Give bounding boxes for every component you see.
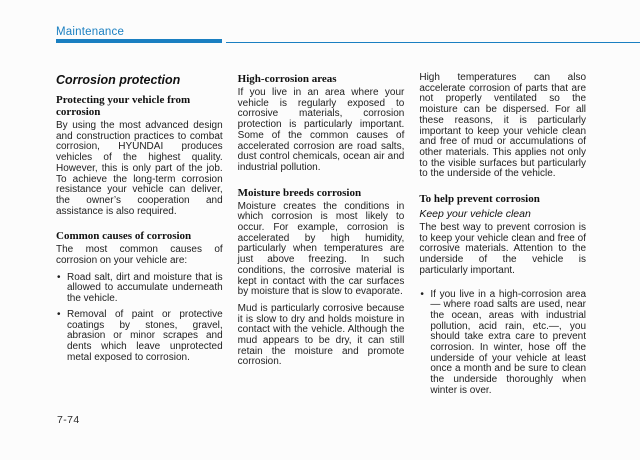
- paragraph-common-causes-intro: The most common causes of corrosion on your vehicle are:: [56, 244, 223, 267]
- prevention-list: [419, 290, 586, 397]
- heading-help-prevent-corrosion: To help prevent corrosion: [419, 193, 540, 206]
- heading-protecting-vehicle: Protecting your vehicle from corrosion: [56, 94, 191, 118]
- paragraph-high-corrosion-areas: If you live in an area where your vehicle is regularly exposed to corrosive materials, corrosion protection is particularly important. Some of the common causes of accelerated corrosion are road salts, dust control chemicals, ocean air and industrial pollution.: [237, 87, 405, 173]
- heading-high-corrosion-areas: High-corrosion areas: [237, 73, 337, 85]
- section-title: Corrosion protection: [56, 73, 181, 87]
- paragraph-keep-vehicle-clean: The best way to prevent corrosion is to keep your vehicle clean and free of corrosive materials. Attention to the underside of the vehicle is particularly important.: [419, 222, 587, 276]
- heading-common-causes: Common causes of corrosion: [56, 230, 192, 243]
- header-accent-bar: [56, 39, 222, 43]
- paragraph-high-temperatures: High temperatures can also accelerate corrosion of parts that are not properly ventilated so the moisture can be dispersed. For all these reasons, it is particularly important to keep your vehicle clean and free of mud or accumulations of other materials. This applies not only to the visible surfaces but particularly to the underside of the vehicle.: [419, 72, 587, 180]
- paragraph-mud: Mud is particularly corrosive because it is slow to dry and holds moisture in contact with the vehicle. Although the mud appears to be dry, it can still retain the moisture and promote corrosion.: [237, 302, 405, 368]
- column-2: [238, 73, 405, 402]
- heading-moisture-breeds-corrosion: Moisture breeds corrosion: [237, 186, 362, 199]
- header-rule: [226, 42, 640, 44]
- common-causes-list: [56, 273, 223, 364]
- column-1: [56, 73, 223, 402]
- paragraph-protecting-vehicle: By using the most advanced design and construction practices to combat corrosion, HYUNDAI produces vehicles of the highest quality. However, this is only part of the job. To achieve the long-term corrosion resistance your vehicle can deliver, the owner’s cooperation and assistance is also required.: [56, 120, 223, 217]
- list-item: • Removal of paint or protective coatings by stones, gravel, abrasion or minor scrapes and dents which leave unprotected metal exposed to corrosion.: [56, 310, 223, 364]
- section-label: Maintenance: [56, 26, 125, 38]
- three-column-layout: [56, 73, 586, 402]
- list-item: • If you live in a high-corrosion area — where road salts are used, near the ocean, areas with industrial pollution, acid rain, etc.—, you should take extra care to prevent corrosion. In winter, hose off the underside of your vehicle at least once a month and be sure to clean the underside thoroughly when winter is over.: [419, 290, 586, 397]
- subheading-keep-vehicle-clean: Keep your vehicle clean: [419, 208, 531, 221]
- paragraph-moisture: Moisture creates the conditions in which corrosion is most likely to occur. For example, corrosion is accelerated by high humidity, particularly when temperatures are just above freezing. In such conditions, the corrosive material is kept in contact with the car surfaces by moisture that is slow to evaporate.: [237, 200, 405, 298]
- column-3: [419, 73, 586, 402]
- list-item: • Road salt, dirt and moisture that is allowed to accumulate underneath the vehicle.: [56, 273, 223, 305]
- page-number: 7-74: [57, 414, 80, 426]
